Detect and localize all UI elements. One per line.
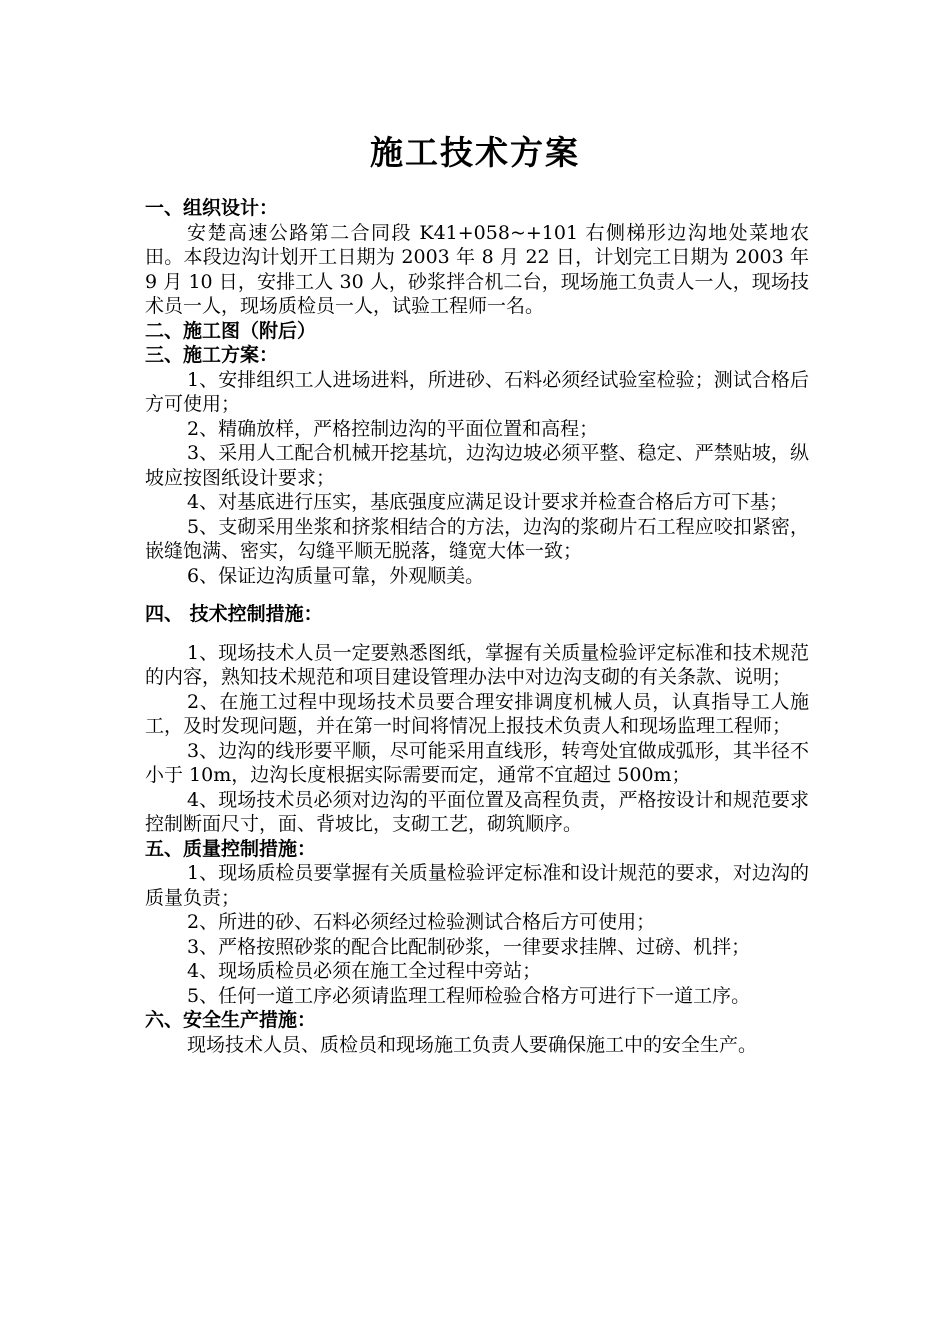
technical-item-1: 1、现场技术人员一定要熟悉图纸，掌握有关质量检验评定标准和技术规范的内容，熟知技术规范和项目建设管理办法中对边沟支砌的有关条款、说明； (145, 641, 809, 688)
plan-item-1: 1、安排组织工人进场进料，所进砂、石料必须经试验室检验；测试合格后方可使用； (145, 368, 809, 415)
document-body (145, 196, 809, 1057)
technical-item-4: 4、现场技术员必须对边沟的平面位置及高程负责，严格按设计和规范要求控制断面尺寸，面、背坡比，支砌工艺，砌筑顺序。 (145, 788, 809, 835)
quality-item-2: 2、所进的砂、石料必须经过检验测试合格后方可使用； (187, 911, 656, 933)
plan-item-6: 6、保证边沟质量可靠，外观顺美。 (187, 564, 485, 587)
technical-item-3: 3、边沟的线形要平顺，尽可能采用直线形，转弯处宜做成弧形，其半径不小于 10m，边沟长度根据实际需要而定，通常不宜超过 500m； (145, 739, 809, 786)
plan-item-2: 2、精确放样，严格控制边沟的平面位置和高程； (187, 417, 599, 440)
quality-item-4: 4、现场质检员必须在施工全过程中旁站； (187, 960, 542, 982)
section-heading-drawings: 二、施工图（附后） (145, 319, 317, 342)
plan-item-3: 3、采用人工配合机械开挖基坑，边沟边坡必须平整、稳定、严禁贴坡，纵坡应按图纸设计要求； (145, 442, 809, 489)
section-heading-technical-control: 四、 技术控制措施： (145, 603, 323, 625)
section-heading-organization: 一、组织设计： (145, 197, 279, 219)
safety-paragraph: 现场技术人员、质检员和现场施工负责人要确保施工中的安全生产。 (187, 1033, 758, 1056)
technical-item-2: 2、在施工过程中现场技术员要合理安排调度机械人员，认真指导工人施工，及时发现问题，并在第一时间将情况上报技术负责人和现场监理工程师； (145, 690, 809, 737)
paragraph-organization: 安楚高速公路第二合同段 K41+058~+101 右侧梯形边沟地处菜地农田。本段边沟计划开工日期为 2003 年 8 月 22 日，计划完工日期为 2003 年 9 月 10 日，安排工人 30 人，砂浆拌合机二台，现场施工负责人一人，现场技术员一人，现场质检员一人，试验工程师一名。 (145, 221, 809, 317)
quality-item-1: 1、现场质检员要掌握有关质量检验评定标准和设计规范的要求，对边沟的质量负责； (145, 862, 809, 909)
quality-item-5: 5、任何一道工序必须请监理工程师检验合格方可进行下一道工序。 (187, 984, 751, 1007)
section-heading-construction-plan: 三、施工方案： (145, 344, 279, 366)
quality-item-3: 3、严格按照砂浆的配合比配制砂浆，一律要求挂牌、过磅、机拌； (187, 935, 751, 958)
section-heading-quality-control: 五、质量控制措施： (145, 837, 317, 860)
section-heading-safety: 六、安全生产措施： (145, 1009, 317, 1031)
document-title: 施工技术方案 (370, 133, 580, 172)
plan-item-5: 5、支砌采用坐浆和挤浆相结合的方法，边沟的浆砌片石工程应咬扣紧密，嵌缝饱满、密实，勾缝平顺无脱落，缝宽大体一致； (145, 515, 809, 562)
plan-item-4: 4、对基底进行压实，基底强度应满足设计要求并检查合格后方可下基； (187, 491, 789, 513)
